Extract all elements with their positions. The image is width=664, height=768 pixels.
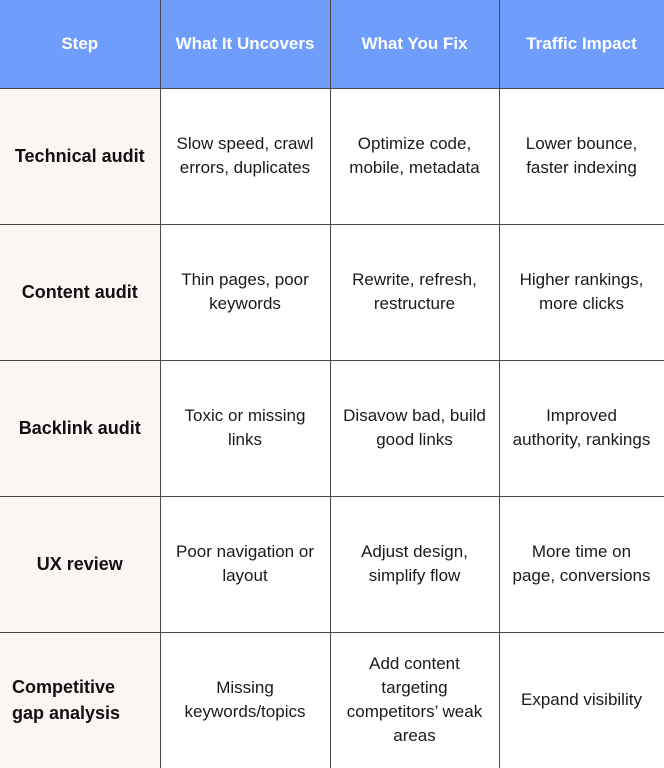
header-row bbox=[0, 0, 664, 89]
table-row-competitive-gap-analysis bbox=[0, 632, 664, 768]
uncovers-cell: Thin pages, poor keywords bbox=[160, 224, 330, 360]
impact-cell: Improved authority, rankings bbox=[499, 360, 664, 496]
fix-cell: Rewrite, refresh, restructure bbox=[330, 224, 499, 360]
impact-cell: Lower bounce, faster indexing bbox=[499, 89, 664, 225]
table-body bbox=[0, 89, 664, 768]
uncovers-cell: Poor navigation or layout bbox=[160, 496, 330, 632]
uncovers-cell: Toxic or missing links bbox=[160, 360, 330, 496]
step-cell: Content audit bbox=[0, 224, 160, 360]
step-cell: Backlink audit bbox=[0, 360, 160, 496]
table-row-technical-audit bbox=[0, 89, 664, 225]
impact-cell: Expand visibility bbox=[499, 632, 664, 768]
step-cell: Competitive gap analysis bbox=[0, 632, 160, 768]
header-step: Step bbox=[0, 0, 160, 89]
fix-cell: Add content targeting competitors’ weak areas bbox=[330, 632, 499, 768]
header-what-you-fix: What You Fix bbox=[330, 0, 499, 89]
table-header bbox=[0, 0, 664, 89]
header-what-it-uncovers: What It Uncovers bbox=[160, 0, 330, 89]
step-cell: UX review bbox=[0, 496, 160, 632]
table-row-backlink-audit bbox=[0, 360, 664, 496]
fix-cell: Disavow bad, build good links bbox=[330, 360, 499, 496]
impact-cell: More time on page, conversions bbox=[499, 496, 664, 632]
fix-cell: Optimize code, mobile, metadata bbox=[330, 89, 499, 225]
fix-cell: Adjust design, simplify flow bbox=[330, 496, 499, 632]
table-row-content-audit bbox=[0, 224, 664, 360]
step-cell: Technical audit bbox=[0, 89, 160, 225]
table-row-ux-review bbox=[0, 496, 664, 632]
uncovers-cell: Slow speed, crawl errors, duplicates bbox=[160, 89, 330, 225]
impact-cell: Higher rankings, more clicks bbox=[499, 224, 664, 360]
uncovers-cell: Missing keywords/topics bbox=[160, 632, 330, 768]
header-traffic-impact: Traffic Impact bbox=[499, 0, 664, 89]
